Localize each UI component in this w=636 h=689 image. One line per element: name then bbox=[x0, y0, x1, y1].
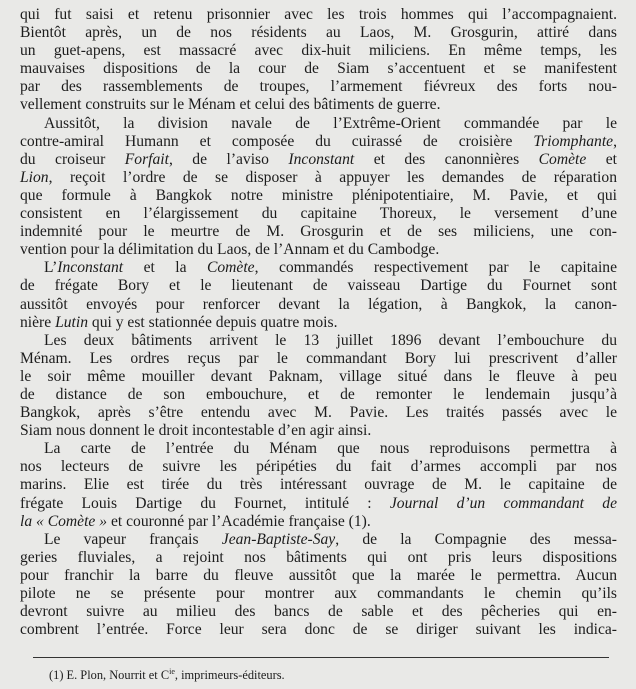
text-segment: La carte de l’entrée du Ménam que nous reproduisons permettra à bbox=[44, 440, 617, 458]
text-segment: indemnité pour le meurtre de M. Grosgurin et de ses miliciens, une con- bbox=[20, 223, 617, 241]
text-line bbox=[20, 476, 617, 494]
italic-text: Inconstant bbox=[57, 259, 124, 277]
text-segment: Siam nous donnent le droit incontestable d’en agir ainsi. bbox=[20, 422, 372, 440]
text-segment: et la bbox=[123, 259, 207, 277]
text-segment: Bientôt après, un de nos résidents au Laos, M. Grosgurin, attiré dans bbox=[20, 24, 617, 42]
italic-text: Comète bbox=[538, 150, 587, 168]
text-segment: et des canonnières bbox=[354, 150, 539, 168]
text-segment: qui fut saisi et retenu prisonnier avec les trois hommes qui l’accompagnaient. bbox=[20, 6, 617, 23]
text-segment: , de l’aviso bbox=[168, 150, 289, 168]
text-line bbox=[20, 422, 617, 440]
text-line bbox=[20, 6, 617, 24]
text-segment: L’ bbox=[44, 259, 58, 277]
text-segment: nos lecteurs de suivre les péripéties du fait d’armes accompli par nos bbox=[20, 458, 617, 476]
text-segment: par des rassemblements de troupes, l’armement fiévreux des forts nou- bbox=[20, 78, 617, 96]
text-line bbox=[20, 115, 617, 133]
text-segment: Les deux bâtiments arrivent le 13 juillet 1896 devant l’embouchure du bbox=[44, 331, 617, 349]
text-segment: de distance de son embouchure, et de remonter le lendemain jusqu’à bbox=[20, 385, 617, 403]
text-segment: Aussitôt, la division navale de l’Extrême-Orient commandée par le bbox=[44, 114, 617, 132]
text-segment: et bbox=[586, 150, 617, 168]
text-line bbox=[20, 585, 617, 603]
text-line bbox=[20, 531, 617, 549]
text-segment: aussitôt envoyés pour renforcer devant la légation, à Bangkok, la canon- bbox=[20, 295, 617, 313]
footnote-text-end: , imprimeurs-éditeurs. bbox=[174, 668, 285, 683]
text-segment: geries fluviales, a rejoint nos bâtiments qui ont pris leurs dispositions bbox=[20, 548, 617, 566]
text-line bbox=[20, 495, 617, 513]
text-line bbox=[20, 458, 617, 476]
text-segment: de frégate Bory et le lieutenant de vaisseau Dartige du Fournet sont bbox=[20, 277, 617, 295]
text-segment: , reçoit l’ordre de se disposer à appuyer les demandes de réparation bbox=[48, 168, 617, 186]
italic-text: Jean-Baptiste-Say bbox=[221, 530, 336, 548]
text-segment: combrent l’entrée. Force leur sera donc de se diriger suivant les indica- bbox=[20, 621, 617, 639]
text-segment: que formule à Bangkok notre ministre plénipotentiaire, M. Pavie, et qui bbox=[20, 186, 617, 204]
text-segment: , commandés respectivement par le capitaine bbox=[254, 259, 618, 277]
text-line bbox=[20, 151, 617, 169]
italic-text: Triomphante bbox=[533, 132, 614, 150]
text-line bbox=[20, 24, 617, 42]
text-segment: devront suivre au milieu des bancs de sable et des pêcheries qui en- bbox=[20, 603, 617, 621]
text-line bbox=[20, 513, 617, 531]
text-segment: frégate Louis Dartige du Fournet, intitulé : bbox=[20, 494, 390, 512]
text-segment: Ménam. Les ordres reçus par le commandant Bory lui prescrivent d’aller bbox=[20, 349, 617, 367]
text-segment: contre-amiral Humann et composée du cuirassé de croisière bbox=[20, 132, 534, 150]
text-line bbox=[20, 549, 617, 567]
text-segment: , bbox=[613, 132, 617, 150]
text-line bbox=[20, 60, 617, 78]
italic-text: Lutin bbox=[55, 313, 89, 331]
text-line bbox=[20, 133, 617, 151]
text-segment: marins. Elie est tirée du très intéressant ouvrage de M. le capitaine de bbox=[20, 476, 617, 494]
italic-text: Inconstant bbox=[288, 150, 355, 168]
text-line bbox=[20, 296, 617, 314]
text-line bbox=[20, 187, 617, 205]
footnote-text: (1) E. Plon, Nourrit et C bbox=[49, 668, 170, 683]
text-line bbox=[20, 386, 617, 404]
text-segment: pour franchir la barre du fleuve aussitôt que la marée le permettra. Aucun bbox=[20, 566, 617, 584]
text-line bbox=[20, 621, 617, 639]
text-line bbox=[20, 259, 617, 277]
italic-text: Journal d’un commandant de bbox=[389, 494, 617, 512]
text-line bbox=[20, 332, 617, 350]
text-line bbox=[20, 241, 617, 259]
text-segment: pilote ne se présente pour montrer aux commandants le chemin qu’ils bbox=[20, 585, 617, 602]
text-line bbox=[20, 350, 617, 368]
text-line bbox=[20, 603, 617, 621]
footnote-superscript: ie bbox=[169, 667, 175, 676]
text-segment: un guet-apens, est massacré avec dix-huit miliciens. En même temps, les bbox=[20, 42, 617, 60]
text-segment: du croiseur bbox=[20, 150, 125, 168]
text-segment: mauvaises dispositions de la cour de Siam s’accentuent et se manifestent bbox=[20, 60, 617, 78]
text-segment: vention pour la délimitation du Laos, de l’Annam et du Cambodge. bbox=[20, 241, 440, 259]
italic-text: la « Comète » bbox=[20, 512, 108, 530]
text-line bbox=[20, 42, 617, 60]
text-line bbox=[20, 96, 617, 114]
text-segment: , de la Compagnie des messa- bbox=[335, 530, 618, 548]
text-segment: Bangkok, après s’être entendu avec M. Pavie. Les traités passés avec le bbox=[20, 404, 617, 422]
text-line bbox=[20, 223, 617, 241]
text-segment: consistent en l’élargissement du capitaine Thoreux, le versement d’une bbox=[20, 205, 617, 223]
text-segment: qui y est stationnée depuis quatre mois. bbox=[88, 313, 338, 331]
text-line bbox=[20, 205, 617, 223]
body-text bbox=[20, 6, 617, 639]
text-line bbox=[20, 277, 617, 295]
italic-text: Forfait bbox=[124, 150, 169, 168]
text-line bbox=[20, 368, 617, 386]
text-line bbox=[20, 440, 617, 458]
italic-text: Lion bbox=[20, 168, 49, 186]
italic-text: Comète bbox=[206, 259, 255, 277]
text-line bbox=[20, 78, 617, 96]
text-segment: nière bbox=[20, 313, 56, 331]
text-segment: vellement construits sur le Ménam et celui des bâtiments de guerre. bbox=[20, 96, 441, 114]
text-line bbox=[20, 169, 617, 187]
text-segment: Le vapeur français bbox=[44, 530, 222, 548]
footnote-divider bbox=[33, 657, 609, 658]
footnote bbox=[49, 664, 285, 683]
text-line bbox=[20, 567, 617, 585]
text-segment: le soir même mouiller devant Paknam, village situé dans le fleuve à peu bbox=[20, 367, 617, 385]
text-line bbox=[20, 404, 617, 422]
text-segment: et couronné par l’Académie française (1). bbox=[107, 512, 371, 530]
text-line bbox=[20, 314, 617, 332]
